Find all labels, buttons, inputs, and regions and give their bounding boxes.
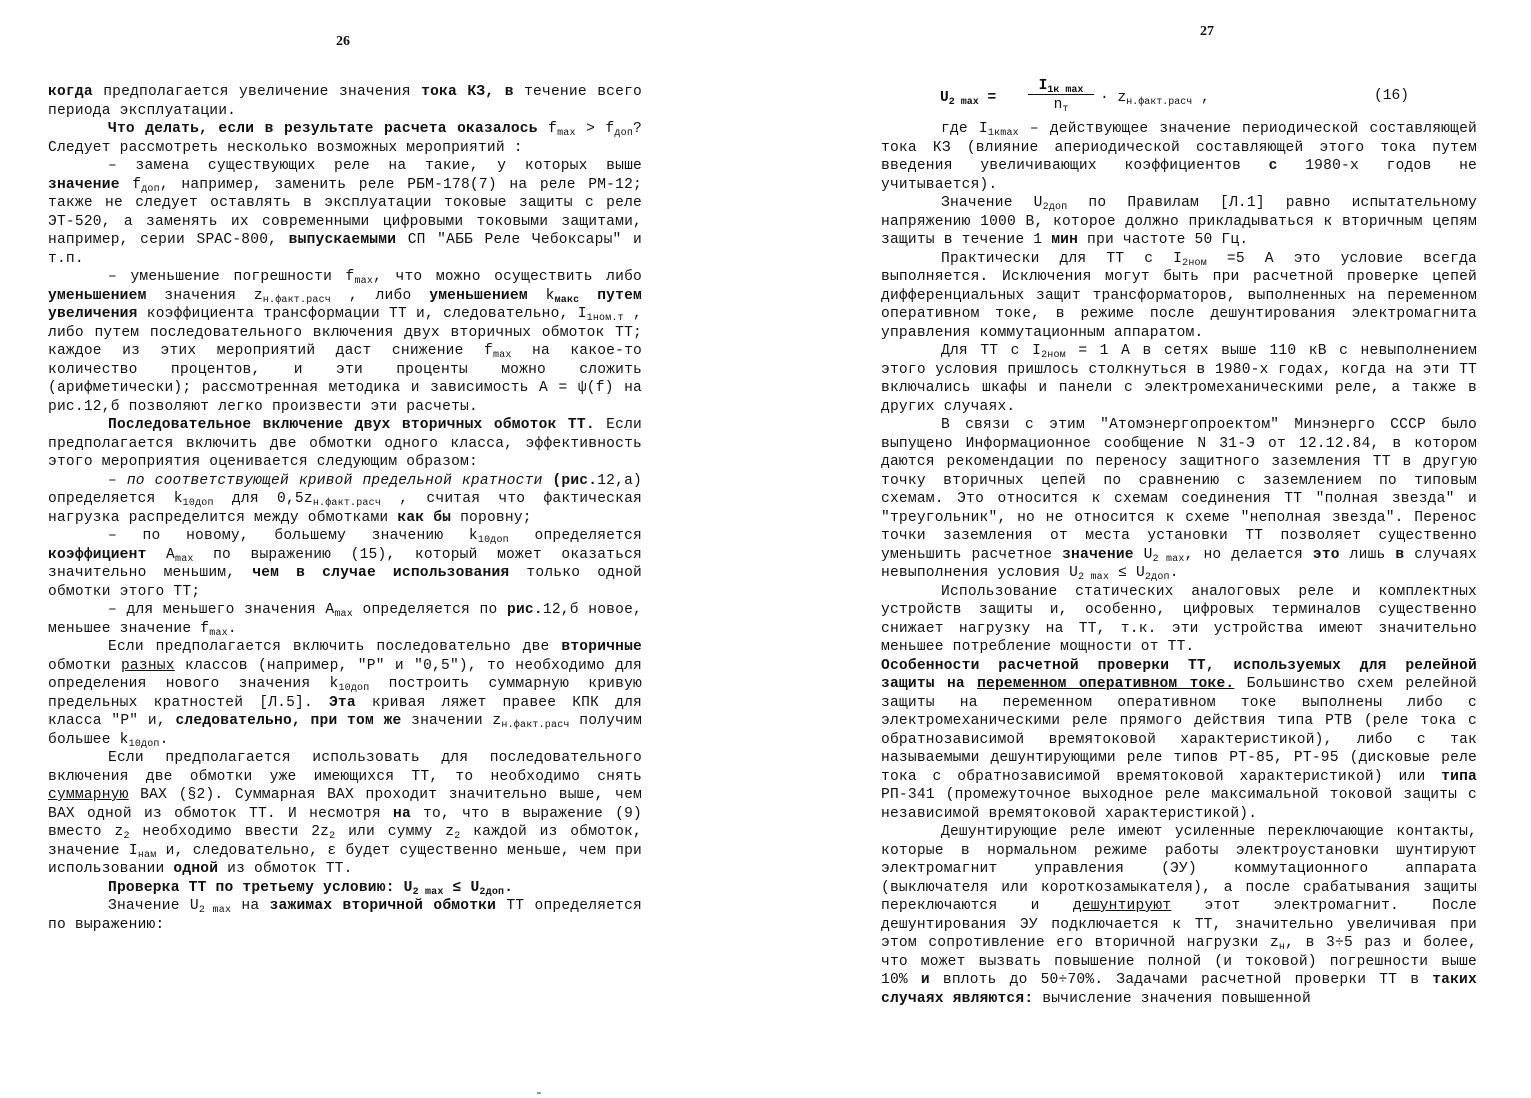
- equation-number: (16): [1374, 88, 1410, 104]
- text-run: – замена существующих реле на такие, у которых выше: [108, 158, 642, 174]
- text-run: Дешунтирующие реле имеют усиленные переключающие контакты, которые в нормальном режиме работы электроустановки шунтируют электромагнит управления (ЭУ) коммутационного аппарата (выключателя или короткозамыкателя), а после срабатывания защиты переключаются и: [881, 824, 1477, 914]
- text-run: разных: [120, 657, 175, 674]
- subscript: max: [334, 609, 353, 620]
- text-run: Особенности расчетной проверки ТТ, используемых для релейной защиты на: [881, 657, 1477, 692]
- paragraph: [881, 194, 1477, 250]
- page-number-right: 27: [1200, 24, 1214, 39]
- text-run: , что можно осуществить либо: [373, 269, 642, 285]
- paragraph: [881, 250, 1477, 343]
- right-page: [765, 0, 1531, 1098]
- text-run: – уменьшение погрешности f: [108, 269, 355, 285]
- subscript: 1кmax: [987, 128, 1019, 139]
- text-run: , в 3÷5 раз и более, что может вызвать повышение полной (и токовой) погрешности выше 10%: [881, 935, 1478, 988]
- text-run: ? Следует рассмотреть несколько возможных мероприятий :: [48, 121, 642, 156]
- formula-denominator: $n_т$: [1053, 97, 1069, 115]
- formula-load-term: · $z_{н.факт.расч}$ ,: [1100, 90, 1210, 108]
- subscript: max: [492, 350, 512, 361]
- text-run: –: [108, 472, 127, 489]
- text-run: .: [504, 879, 514, 896]
- text-run: по Правилам [Л.1] равно испытательному напряжению 1000 В, которое должно прикладываться к вторичным цепям защиты в течение 1: [881, 195, 1477, 248]
- subscript: max: [557, 128, 576, 139]
- paragraph: [48, 601, 642, 638]
- subscript: 2 max: [1152, 553, 1185, 565]
- subscript: доп: [614, 128, 634, 139]
- text-run: обмотки: [48, 657, 121, 674]
- text-run: выпускаемыми: [288, 232, 397, 248]
- subscript: 10доп: [338, 683, 370, 694]
- subscript: 2 max: [412, 886, 444, 898]
- text-run: Если предполагается включить две обмотки одного класса, эффективность этого мероприятия оценивается следующим образом:: [48, 417, 642, 470]
- text-run: значение: [48, 176, 120, 193]
- text-run: вплоть до 50÷70%. Задачами расчетной проверки ТТ в: [929, 972, 1433, 988]
- subscript: max: [354, 276, 374, 287]
- text-run: значение: [1062, 546, 1134, 563]
- paragraph: [48, 416, 642, 472]
- text-run: В связи с этим "Атомэнергопроектом" Минэнерго СССР было выпущено Информационное сообщение N 31-Э от 12.12.84, в котором даются рекомендации по переносу защитного заземления ТТ в другую точку вторичных цепей по сравнению с заземлением по типовым схемам. Это относится к схемам соединения ТТ "полная звезда" и "треугольник", но не относится к схеме "неполная звезда". Перенос точки заземления от места установки ТТ позволяет существенно уменьшить расчетное: [881, 417, 1477, 563]
- text-run: A: [146, 546, 175, 563]
- subscript: 2доп: [1144, 572, 1170, 583]
- formula-numerator: $I_{1к max}$: [1028, 78, 1094, 95]
- formula-16: [940, 78, 1420, 118]
- text-run: k: [527, 287, 555, 304]
- text-run: на: [393, 805, 411, 822]
- subscript: н.факт.расч: [262, 294, 332, 306]
- text-run: Большинство схем релейной защиты на переменном оперативном токе выполнены либо с электромеханическими реле прямого действия типа РТВ (реле тока с обратнозависимой времятоковой характеристикой), либо с так называемыми дешунтирующими реле типов РТ-85, РТ-95 (дисковые реле тока с обратнозависимой времятоковой характеристикой) или: [881, 676, 1477, 785]
- text-run: когда: [48, 84, 93, 100]
- text-run: U: [1133, 546, 1153, 563]
- text-run: в: [1395, 546, 1405, 563]
- text-run: f: [537, 121, 558, 137]
- text-run: случаях невыполнения условия U: [881, 546, 1477, 581]
- text-run: Значение U: [108, 898, 199, 914]
- text-run: на: [231, 898, 270, 914]
- paragraph: [48, 120, 642, 157]
- text-run: , либо: [331, 287, 430, 304]
- text-run: – для меньшего значения A: [108, 602, 335, 618]
- paragraph: [48, 638, 642, 749]
- text-run: Проверка ТТ по третьему условию: U: [108, 879, 413, 896]
- text-run: лишь: [1339, 546, 1396, 563]
- text-run: Последовательное включение двух вторичных обмоток ТТ.: [108, 417, 595, 433]
- left-page: [0, 0, 765, 1098]
- subscript: 2: [123, 831, 130, 842]
- text-run: значении z: [401, 713, 502, 729]
- text-run: .: [159, 731, 169, 748]
- subscript: 2: [329, 831, 336, 842]
- text-run: это: [1312, 546, 1340, 563]
- subscript: 1ном.т: [586, 313, 624, 324]
- text-run: > f: [575, 121, 615, 137]
- text-run: .: [1169, 565, 1179, 581]
- text-run: при том же: [300, 713, 402, 729]
- text-run: Значение U: [941, 195, 1043, 211]
- text-run: , либо путем последовательного включения двух вторичных обмоток ТТ; каждое из этих мероприятий даст снижение f: [48, 306, 642, 359]
- text-run: по выражению (15), который может оказаться значительно меньшим,: [48, 546, 642, 581]
- text-run: только одной обмотки этого ТТ;: [48, 565, 642, 600]
- subscript: нам: [137, 849, 157, 861]
- text-run: необходимо ввести 2z: [129, 824, 330, 840]
- text-run: уменьшением: [48, 287, 147, 304]
- subscript: max: [209, 627, 228, 639]
- text-run: этот электромагнит. После дешунтирования ЭУ подключается к ТТ, значительно увеличивая при этом сопротивление его вторичной нагрузки z: [881, 898, 1477, 951]
- text-run: 12,б новое, меньшее значение f: [48, 602, 642, 637]
- text-run: из обмоток ТТ.: [218, 861, 353, 877]
- subscript: 2: [454, 831, 461, 842]
- text-run: одной: [173, 861, 219, 877]
- text-run: , считая что фактическая нагрузка распределится между обмотками: [48, 491, 642, 526]
- text-run: кривая ляжет правее КПК для класса "Р" и,: [48, 694, 642, 729]
- paragraph: [48, 157, 642, 268]
- subscript: 2ном: [1182, 257, 1207, 269]
- text-run: и: [920, 972, 930, 988]
- text-run: , но делается: [1184, 546, 1313, 563]
- formula-fraction: [1028, 78, 1094, 113]
- text-run: то, что в выражение (9) вместо z: [48, 805, 642, 840]
- text-run: таких случаях являются:: [881, 972, 1477, 1007]
- text-run: определяется по: [352, 602, 508, 618]
- text-run: чем в случае использования: [252, 565, 510, 581]
- text-run: СП "АББ Реле Чебоксары" и т.п.: [48, 232, 643, 267]
- subscript: max: [175, 553, 194, 565]
- text-run: ≤ U: [443, 879, 480, 896]
- paragraph: [881, 342, 1477, 416]
- text-run: переменном оперативном токе.: [977, 676, 1235, 692]
- paragraph: [48, 879, 642, 898]
- text-run: ВАХ (§2). Суммарная ВАХ проходит значительно выше, чем ВАХ одной из обмоток ТТ. И несмотря: [48, 787, 642, 822]
- text-run: и, следовательно, ε будет существенно меньше, чем при использовании: [48, 842, 642, 877]
- text-run: 1980-х годов не учитывается).: [881, 158, 1478, 193]
- text-run: следовательно,: [175, 713, 301, 729]
- text-run: Если предполагается использовать для последовательного включения две обмотки уже имеющихся ТТ, то необходимо снять: [48, 750, 642, 785]
- text-run: (рис.: [542, 472, 598, 489]
- text-run: коэффициента трансформации ТТ и, следовательно, I: [137, 306, 587, 322]
- text-run: суммарную: [48, 787, 129, 803]
- subscript: н: [1278, 942, 1286, 953]
- text-run: по соответствующей кривой предельной кратности: [126, 472, 543, 489]
- text-run: при частоте 50 Гц.: [1078, 232, 1249, 248]
- subscript: 10доп: [182, 498, 214, 509]
- text-run: = 1 А в сетях выше 110 кВ с невыполнением этого условия пришлось столкнуться в 1980-х годах, когда на эти ТТ включались шкафы и панели с электромеханическими реле, а также в других случаях.: [881, 343, 1478, 415]
- text-run: рис.: [507, 602, 543, 618]
- paragraph: [881, 583, 1477, 657]
- subscript: доп: [141, 183, 160, 195]
- text-run: дешунтируют: [1072, 898, 1172, 914]
- text-run: для 0,5z: [213, 491, 313, 507]
- text-run: Если предполагается включить последовательно две: [108, 639, 562, 655]
- text-run: – действующее значение периодической составляющей тока КЗ (влияние апериодической составляющей этого тока путем введения увеличивающих коэффициентов: [881, 121, 1477, 174]
- text-run: зажимах вторичной обмотки: [269, 898, 497, 914]
- text-run: или сумму z: [335, 824, 455, 840]
- text-run: Для ТТ с I: [941, 343, 1042, 359]
- formula-lhs: $U_{2 max}$ =: [940, 90, 997, 108]
- text-run: типа: [1441, 768, 1477, 785]
- subscript: н.факт.расч: [501, 720, 570, 731]
- subscript: 10доп: [477, 535, 509, 546]
- page-number-left: 26: [336, 34, 350, 49]
- paragraph: [881, 823, 1477, 1008]
- text-run: ≤ U: [1109, 565, 1145, 581]
- text-run: построить суммарную кривую предельных кратностей [Л.5].: [48, 676, 642, 711]
- text-run: течение всего периода эксплуатации.: [48, 84, 642, 119]
- paragraph: [48, 83, 642, 120]
- text-run: уменьшением: [429, 287, 528, 304]
- text-run: РП-341 (промежуточное выходное реле максимальной токовой защиты с независимой времятоковой характеристикой).: [881, 787, 1477, 822]
- text-run: 12,а) определяется k: [48, 472, 642, 507]
- paragraph: [48, 268, 642, 416]
- text-run: коэффициент: [48, 546, 147, 563]
- text-run: где I: [941, 121, 988, 137]
- text-run: Что делать, если в результате расчета оказалось: [108, 121, 538, 137]
- text-run: Практически для ТТ с I: [941, 250, 1183, 267]
- text-run: значения z: [146, 287, 263, 304]
- paragraph: [48, 527, 642, 601]
- subscript: 2доп: [479, 886, 505, 898]
- scan-speck: [537, 1092, 541, 1094]
- text-run: ТТ определяется по выражению:: [48, 898, 642, 933]
- subscript: 2доп: [1042, 202, 1068, 213]
- paragraph: [881, 120, 1477, 194]
- text-run: , например, заменить реле РБМ-178(7) на реле РМ-12; также не следует оставлять в эксплуатации токовые защиты с реле ЭТ-520, а заменять их современными цифровыми токовыми защитами, например, серии SPAC-800,: [48, 176, 643, 248]
- text-run: с: [1268, 158, 1278, 174]
- subscript: 2 max: [198, 905, 232, 916]
- subscript: 2 max: [1078, 572, 1110, 583]
- subscript: макс: [554, 294, 580, 306]
- text-run: каждой из обмоток, значение I: [48, 824, 642, 859]
- text-run: получим большее k: [48, 713, 642, 748]
- subscript: н.факт.расч: [312, 498, 382, 509]
- text-run: предполагается увеличение значения: [92, 84, 422, 100]
- text-run: вычисление значения повышенной: [1033, 990, 1311, 1007]
- text-run: как бы: [397, 509, 452, 526]
- text-run: .: [227, 620, 237, 637]
- paragraph: [48, 897, 642, 934]
- text-run: вторичные: [561, 639, 642, 655]
- text-run: =5 А это условие всегда выполняется. Исключения могут быть при расчетной проверке цепей дифференциальных защит трансформаторов, выполненных на переменном оперативном токе, в режиме после дешунтирования электромагнита управления коммутационным аппаратом.: [881, 250, 1477, 341]
- right-text-column: [881, 120, 1477, 1008]
- text-run: поровну;: [451, 509, 532, 526]
- subscript: 10доп: [128, 738, 160, 750]
- text-run: определяется: [508, 528, 642, 544]
- subscript: 2ном: [1041, 350, 1066, 361]
- text-run: f: [119, 176, 142, 193]
- paragraph: [48, 749, 642, 879]
- paragraph: [881, 416, 1477, 583]
- paragraph: [48, 472, 642, 528]
- text-run: Эта: [328, 694, 356, 711]
- text-run: на какое-то количество процентов, и эти проценты можно сложить (арифметически); рассмотренная методика и зависимость A = ψ(f) на рис.12,б позволяют легко произвести эти расчеты.: [48, 343, 642, 415]
- text-run: Использование статических аналоговых реле и комплектных устройств защиты и, особенно, цифровых терминалов существенно снижает нагрузку на ТТ, т.к. эти устройства имеют значительно меньшее потребление мощности от ТТ.: [881, 583, 1477, 655]
- paragraph: [881, 657, 1477, 824]
- text-run: путем увеличения: [48, 287, 642, 322]
- text-run: тока КЗ, в: [421, 84, 514, 100]
- text-run: классов (например, "Р" и "0,5"), то необходимо для определения нового значения k: [48, 657, 642, 692]
- left-text-column: [48, 83, 642, 934]
- text-run: мин: [1051, 232, 1079, 248]
- text-run: – по новому, большему значению k: [108, 528, 478, 544]
